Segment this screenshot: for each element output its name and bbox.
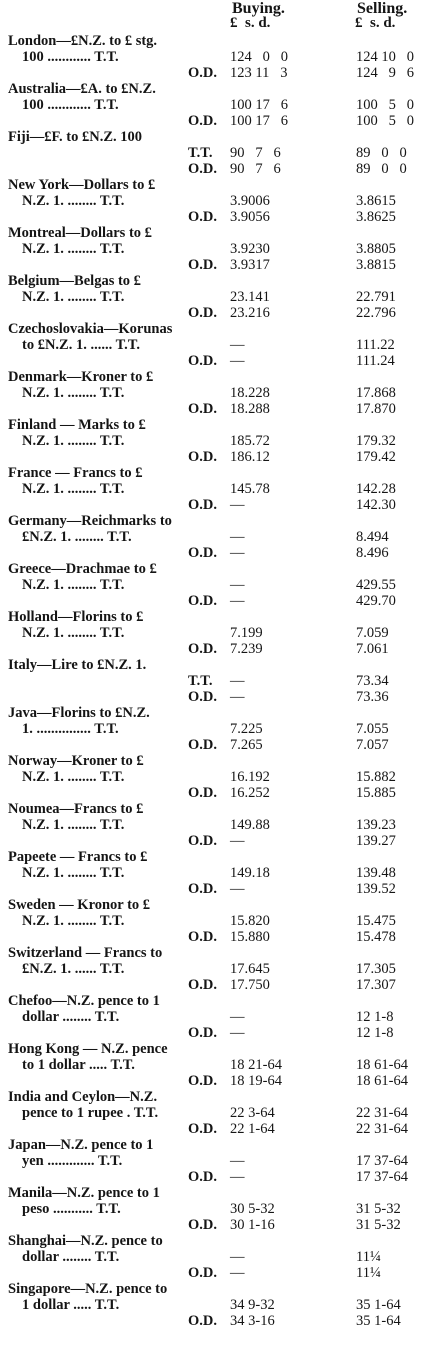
currency-detail-tt: N.Z. 1. ........ T.T. <box>22 481 125 497</box>
buying-od-value: 100 17 6 <box>230 113 288 129</box>
currency-detail-tt: to 1 dollar ..... T.T. <box>22 1057 135 1073</box>
buying-tt-value: 149.18 <box>230 865 270 881</box>
currency-detail-tt: N.Z. 1. ........ T.T. <box>22 577 125 593</box>
currency-detail-tt: N.Z. 1. ........ T.T. <box>22 913 125 929</box>
currency-title: Czechoslovakia—Korunas <box>8 321 173 337</box>
selling-od-value: 31 5-32 <box>356 1217 401 1233</box>
currency-title: Sweden — Kronor to £ <box>8 897 151 913</box>
rate-entry <box>0 1089 442 1137</box>
buying-od-value: — <box>230 497 245 513</box>
buying-tt-value: — <box>230 1009 245 1025</box>
od-label: O.D. <box>188 833 217 849</box>
od-label: O.D. <box>188 65 217 81</box>
buying-tt-value: 34 9-32 <box>230 1297 275 1313</box>
selling-od-value: 7.061 <box>356 641 389 657</box>
selling-header: Selling. <box>357 0 408 17</box>
buying-tt-value: 100 17 6 <box>230 97 288 113</box>
od-label: O.D. <box>188 641 217 657</box>
od-label: O.D. <box>188 1265 217 1281</box>
selling-tt-value: 22.791 <box>356 289 396 305</box>
rate-entry <box>0 1041 442 1089</box>
selling-od-value: 429.70 <box>356 593 396 609</box>
currency-detail-tt: N.Z. 1. ........ T.T. <box>22 433 125 449</box>
selling-tt-value: 179.32 <box>356 433 396 449</box>
buying-tt-value: — <box>230 1153 245 1169</box>
buying-od-value: 90 7 6 <box>230 161 281 177</box>
selling-od-value: 111.24 <box>356 353 395 369</box>
od-label: O.D. <box>188 929 217 945</box>
buying-od-value: — <box>230 545 245 561</box>
selling-tt-value: 8.494 <box>356 529 389 545</box>
currency-detail-tt: T.T. <box>188 145 213 161</box>
currency-title: Italy—Lire to £N.Z. 1. <box>8 657 147 673</box>
selling-units: £ s. d. <box>355 15 396 31</box>
buying-tt-value: 145.78 <box>230 481 270 497</box>
od-label: O.D. <box>188 1025 217 1041</box>
buying-tt-value: 3.9230 <box>230 241 270 257</box>
selling-od-value: 3.8625 <box>356 209 396 225</box>
currency-detail-tt: peso ........... T.T. <box>22 1201 121 1217</box>
rate-entry <box>0 321 442 369</box>
currency-detail-tt: yen ............. T.T. <box>22 1153 123 1169</box>
rate-entry <box>0 417 442 465</box>
buying-tt-value: 18.228 <box>230 385 270 401</box>
selling-od-value: 11¼ <box>356 1265 381 1281</box>
currency-title: Montreal—Dollars to £ <box>8 225 152 241</box>
currency-title: Switzerland — Francs to <box>8 945 163 961</box>
buying-od-value: 30 1-16 <box>230 1217 275 1233</box>
od-label: O.D. <box>188 209 217 225</box>
buying-tt-value: 90 7 6 <box>230 145 281 161</box>
selling-tt-value: 89 0 0 <box>356 145 407 161</box>
buying-tt-value: 185.72 <box>230 433 270 449</box>
selling-tt-value: 17.868 <box>356 385 396 401</box>
buying-od-value: 17.750 <box>230 977 270 993</box>
selling-od-value: 17 37-64 <box>356 1169 408 1185</box>
od-label: O.D. <box>188 593 217 609</box>
selling-tt-value: 17.305 <box>356 961 396 977</box>
rate-entry <box>0 945 442 993</box>
buying-tt-value: 22 3-64 <box>230 1105 275 1121</box>
currency-title: Manila—N.Z. pence to 1 <box>8 1185 160 1201</box>
currency-title: Australia—£A. to £N.Z. <box>8 81 156 97</box>
selling-od-value: 17.870 <box>356 401 396 417</box>
selling-tt-value: 15.475 <box>356 913 396 929</box>
rate-entry <box>0 609 442 657</box>
selling-tt-value: 139.48 <box>356 865 396 881</box>
rate-entry <box>0 513 442 561</box>
selling-tt-value: 429.55 <box>356 577 396 593</box>
currency-title: Noumea—Francs to £ <box>8 801 144 817</box>
rate-entry <box>0 753 442 801</box>
buying-od-value: 186.12 <box>230 449 270 465</box>
rate-entry <box>0 33 442 81</box>
rate-entry <box>0 273 442 321</box>
selling-tt-value: 3.8805 <box>356 241 396 257</box>
buying-tt-value: 23.141 <box>230 289 270 305</box>
selling-od-value: 124 9 6 <box>356 65 414 81</box>
currency-title: Papeete — Francs to £ <box>8 849 148 865</box>
rate-entry <box>0 849 442 897</box>
selling-od-value: 100 5 0 <box>356 113 414 129</box>
currency-title: France — Francs to £ <box>8 465 143 481</box>
od-label: O.D. <box>188 353 217 369</box>
currency-title: Belgium—Belgas to £ <box>8 273 141 289</box>
selling-tt-value: 139.23 <box>356 817 396 833</box>
buying-od-value: — <box>230 881 245 897</box>
selling-tt-value: 111.22 <box>356 337 395 353</box>
currency-detail-tt: N.Z. 1. ........ T.T. <box>22 385 125 401</box>
currency-detail-tt: 100 ............ T.T. <box>22 97 119 113</box>
rate-entry <box>0 561 442 609</box>
selling-od-value: 22.796 <box>356 305 396 321</box>
currency-title: Chefoo—N.Z. pence to 1 <box>8 993 160 1009</box>
selling-od-value: 89 0 0 <box>356 161 407 177</box>
buying-od-value: 18 19-64 <box>230 1073 282 1089</box>
currency-title: Germany—Reichmarks to <box>8 513 172 529</box>
selling-tt-value: 124 10 0 <box>356 49 414 65</box>
buying-tt-value: 7.225 <box>230 721 263 737</box>
currency-detail-tt: N.Z. 1. ........ T.T. <box>22 289 125 305</box>
rate-entry <box>0 897 442 945</box>
currency-detail-tt: N.Z. 1. ........ T.T. <box>22 817 125 833</box>
buying-od-value: — <box>230 833 245 849</box>
rate-entry <box>0 129 442 177</box>
currency-title: Norway—Kroner to £ <box>8 753 144 769</box>
rate-entry <box>0 1233 442 1281</box>
currency-detail-tt: 1. ............... T.T. <box>22 721 119 737</box>
selling-tt-value: 3.8615 <box>356 193 396 209</box>
od-label: O.D. <box>188 401 217 417</box>
od-label: O.D. <box>188 497 217 513</box>
od-label: O.D. <box>188 1073 217 1089</box>
rate-entry <box>0 225 442 273</box>
selling-tt-value: 12 1-8 <box>356 1009 394 1025</box>
od-label: O.D. <box>188 305 217 321</box>
currency-detail-tt: 100 ............ T.T. <box>22 49 119 65</box>
selling-tt-value: 142.28 <box>356 481 396 497</box>
selling-od-value: 17.307 <box>356 977 396 993</box>
currency-title: Java—Florins to £N.Z. <box>8 705 150 721</box>
selling-od-value: 12 1-8 <box>356 1025 394 1041</box>
selling-od-value: 18 61-64 <box>356 1073 408 1089</box>
selling-od-value: 7.057 <box>356 737 389 753</box>
buying-tt-value: — <box>230 577 245 593</box>
selling-tt-value: 7.055 <box>356 721 389 737</box>
selling-od-value: 15.885 <box>356 785 396 801</box>
buying-tt-value: 15.820 <box>230 913 270 929</box>
buying-od-value: — <box>230 1169 245 1185</box>
currency-title: Greece—Drachmae to £ <box>8 561 157 577</box>
selling-tt-value: 73.34 <box>356 673 389 689</box>
od-label: O.D. <box>188 785 217 801</box>
buying-tt-value: 17.645 <box>230 961 270 977</box>
selling-tt-value: 35 1-64 <box>356 1297 401 1313</box>
od-label: O.D. <box>188 449 217 465</box>
rate-entry <box>0 369 442 417</box>
currency-detail-tt: N.Z. 1. ........ T.T. <box>22 193 125 209</box>
buying-tt-value: 7.199 <box>230 625 263 641</box>
selling-od-value: 22 31-64 <box>356 1121 408 1137</box>
buying-tt-value: — <box>230 337 245 353</box>
rate-entry <box>0 1185 442 1233</box>
currency-title: Japan—N.Z. pence to 1 <box>8 1137 154 1153</box>
currency-detail-tt: N.Z. 1. ........ T.T. <box>22 769 125 785</box>
selling-od-value: 8.496 <box>356 545 389 561</box>
buying-tt-value: 124 0 0 <box>230 49 288 65</box>
buying-tt-value: 149.88 <box>230 817 270 833</box>
selling-od-value: 35 1-64 <box>356 1313 401 1329</box>
od-label: O.D. <box>188 1313 217 1329</box>
od-label: O.D. <box>188 737 217 753</box>
currency-title: Hong Kong — N.Z. pence <box>8 1041 168 1057</box>
currency-title: Shanghai—N.Z. pence to <box>8 1233 163 1249</box>
od-label: O.D. <box>188 545 217 561</box>
currency-title: London—£N.Z. to £ stg. <box>8 33 158 49</box>
od-label: O.D. <box>188 881 217 897</box>
buying-od-value: 7.265 <box>230 737 263 753</box>
buying-tt-value: 3.9006 <box>230 193 270 209</box>
rate-entry <box>0 993 442 1041</box>
currency-title: New York—Dollars to £ <box>8 177 156 193</box>
buying-od-value: 3.9056 <box>230 209 270 225</box>
currency-detail-tt: pence to 1 rupee . T.T. <box>22 1105 159 1121</box>
currency-detail-tt: 1 dollar ..... T.T. <box>22 1297 120 1313</box>
od-label: O.D. <box>188 1169 217 1185</box>
buying-tt-value: 30 5-32 <box>230 1201 275 1217</box>
buying-od-value: 16.252 <box>230 785 270 801</box>
currency-detail-tt: £N.Z. 1. ...... T.T. <box>22 961 125 977</box>
buying-tt-value: 16.192 <box>230 769 270 785</box>
selling-od-value: 73.36 <box>356 689 389 705</box>
selling-tt-value: 11¼ <box>356 1249 381 1265</box>
rate-entry <box>0 81 442 129</box>
buying-od-value: 34 3-16 <box>230 1313 275 1329</box>
selling-od-value: 139.52 <box>356 881 396 897</box>
currency-detail-tt: dollar ........ T.T. <box>22 1249 120 1265</box>
rate-entry <box>0 177 442 225</box>
rate-entry <box>0 657 442 705</box>
buying-od-value: — <box>230 593 245 609</box>
rate-entry <box>0 705 442 753</box>
buying-tt-value: — <box>230 673 245 689</box>
selling-od-value: 142.30 <box>356 497 396 513</box>
buying-od-value: — <box>230 1025 245 1041</box>
selling-tt-value: 17 37-64 <box>356 1153 408 1169</box>
selling-od-value: 15.478 <box>356 929 396 945</box>
currency-detail-tt: £N.Z. 1. ........ T.T. <box>22 529 132 545</box>
buying-header: Buying. <box>232 0 285 17</box>
currency-title: Finland — Marks to £ <box>8 417 146 433</box>
selling-tt-value: 31 5-32 <box>356 1201 401 1217</box>
selling-tt-value: 7.059 <box>356 625 389 641</box>
currency-detail-tt: N.Z. 1. ........ T.T. <box>22 241 125 257</box>
od-label: O.D. <box>188 257 217 273</box>
buying-tt-value: 18 21-64 <box>230 1057 282 1073</box>
rate-entry <box>0 1281 442 1329</box>
currency-title: Denmark—Kroner to £ <box>8 369 154 385</box>
currency-title: Holland—Florins to £ <box>8 609 144 625</box>
od-label: O.D. <box>188 161 217 177</box>
buying-od-value: 22 1-64 <box>230 1121 275 1137</box>
od-label: O.D. <box>188 1217 217 1233</box>
buying-od-value: 15.880 <box>230 929 270 945</box>
buying-od-value: — <box>230 1265 245 1281</box>
currency-detail-tt: dollar ........ T.T. <box>22 1009 120 1025</box>
buying-od-value: 7.239 <box>230 641 263 657</box>
currency-title: Fiji—£F. to £N.Z. 100 <box>8 129 142 145</box>
selling-od-value: 3.8815 <box>356 257 396 273</box>
selling-tt-value: 18 61-64 <box>356 1057 408 1073</box>
currency-detail-tt: N.Z. 1. ........ T.T. <box>22 865 125 881</box>
buying-od-value: 18.288 <box>230 401 270 417</box>
buying-od-value: — <box>230 689 245 705</box>
rate-entry <box>0 465 442 513</box>
currency-detail-tt: T.T. <box>188 673 213 689</box>
currency-detail-tt: N.Z. 1. ........ T.T. <box>22 625 125 641</box>
od-label: O.D. <box>188 113 217 129</box>
selling-tt-value: 100 5 0 <box>356 97 414 113</box>
od-label: O.D. <box>188 977 217 993</box>
buying-od-value: 123 11 3 <box>230 65 288 81</box>
selling-od-value: 179.42 <box>356 449 396 465</box>
selling-tt-value: 22 31-64 <box>356 1105 408 1121</box>
currency-detail-tt: to £N.Z. 1. ...... T.T. <box>22 337 141 353</box>
buying-tt-value: — <box>230 1249 245 1265</box>
buying-od-value: — <box>230 353 245 369</box>
od-label: O.D. <box>188 689 217 705</box>
selling-tt-value: 15.882 <box>356 769 396 785</box>
currency-title: India and Ceylon—N.Z. <box>8 1089 158 1105</box>
buying-tt-value: — <box>230 529 245 545</box>
buying-od-value: 23.216 <box>230 305 270 321</box>
buying-units: £ s. d. <box>230 15 271 31</box>
od-label: O.D. <box>188 1121 217 1137</box>
selling-od-value: 139.27 <box>356 833 396 849</box>
currency-title: Singapore—N.Z. pence to <box>8 1281 168 1297</box>
rate-entry <box>0 801 442 849</box>
rate-entry <box>0 1137 442 1185</box>
buying-od-value: 3.9317 <box>230 257 270 273</box>
